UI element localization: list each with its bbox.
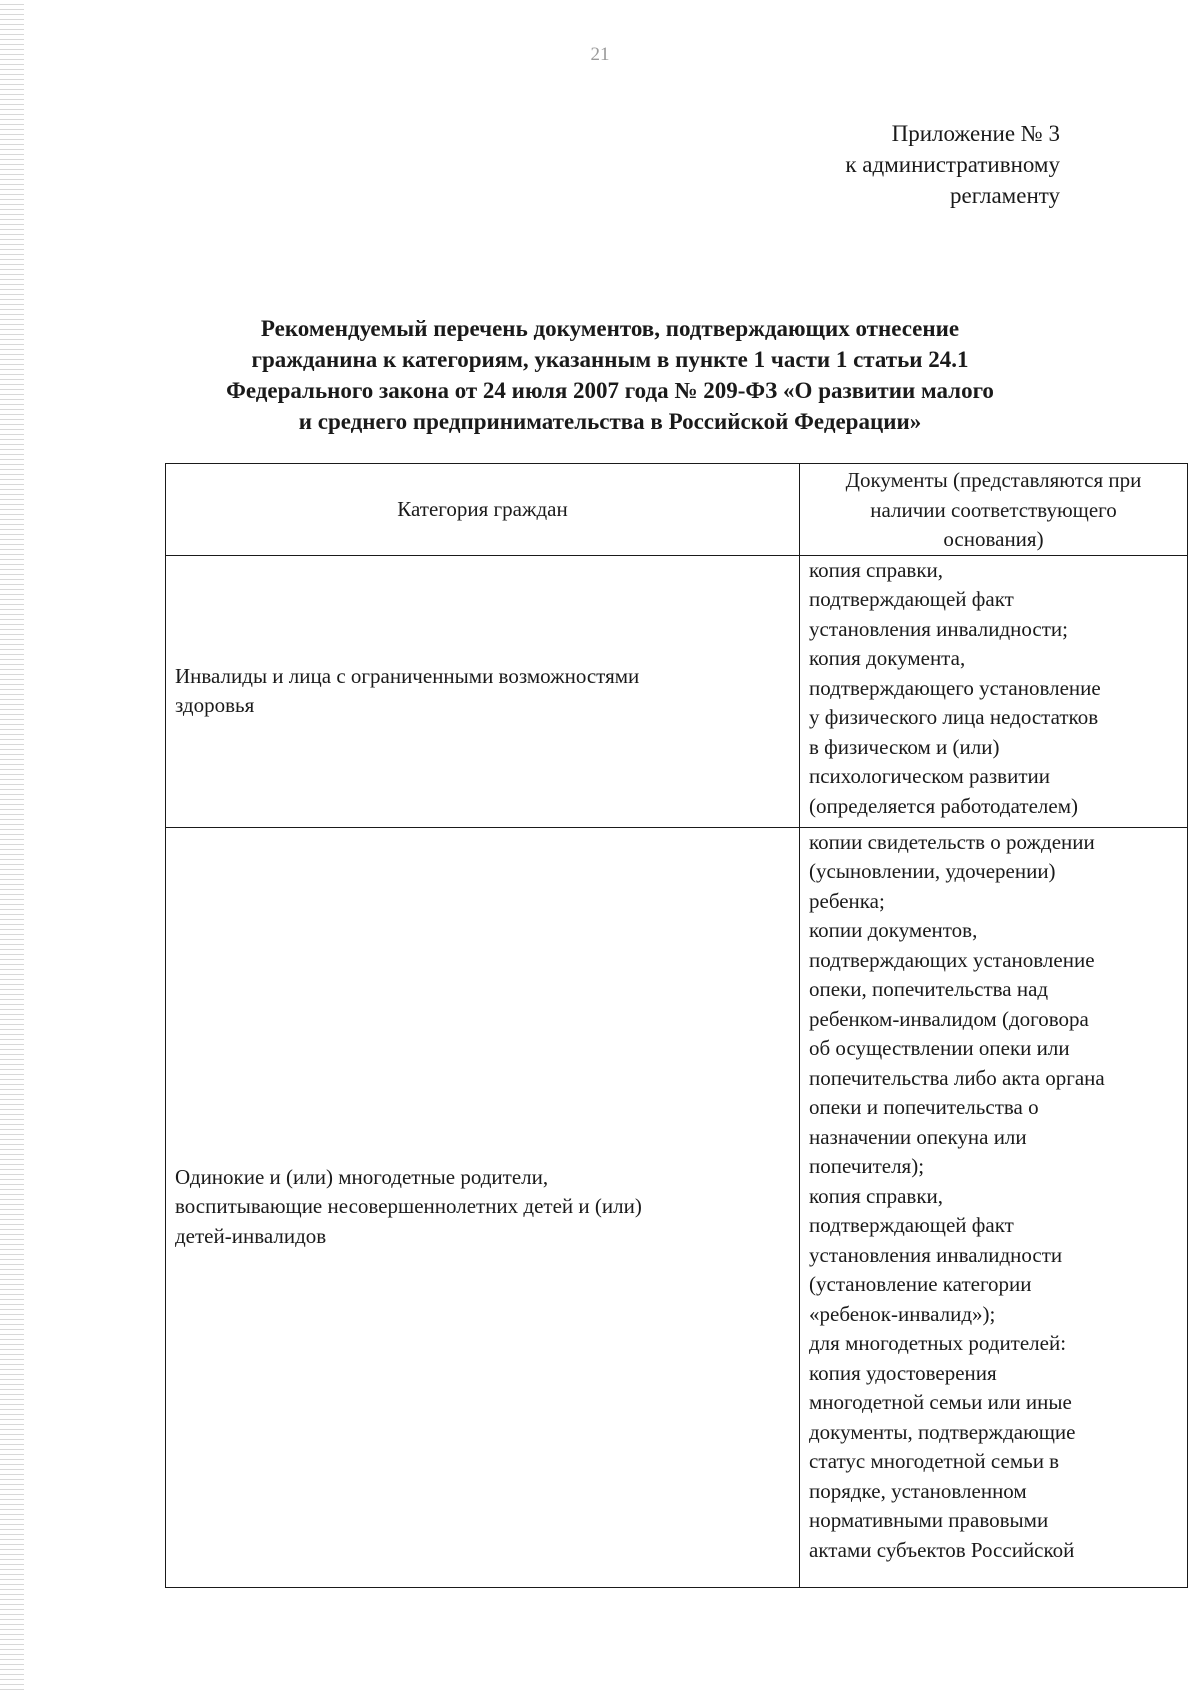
category-line: детей-инвалидов xyxy=(175,1223,327,1248)
documents-table xyxy=(165,463,1188,1588)
document-line: многодетной семьи или иные xyxy=(809,1390,1072,1414)
documents-cell xyxy=(800,827,1188,1587)
header-documents-line: основания) xyxy=(943,527,1044,551)
document-line: порядке, установленном xyxy=(809,1478,1027,1503)
document-line: (усыновлении, удочерении) xyxy=(809,859,1056,883)
table-header-row xyxy=(166,464,1188,556)
document-line: копия документа, xyxy=(809,646,966,670)
title-line: гражданина к категориям, указанным в пункте 1 части 1 статьи 24.1 xyxy=(251,347,969,372)
category-cell xyxy=(166,555,800,827)
title-line: Рекомендуемый перечень документов, подтверждающих отнесение xyxy=(260,316,960,341)
appendix-header xyxy=(845,118,1060,211)
document-title xyxy=(150,313,1070,437)
category-line: Инвалиды и лица с ограниченными возможностями xyxy=(175,663,640,688)
document-line: копия справки, xyxy=(809,1183,944,1208)
document-line: подтверждающей факт xyxy=(809,587,1014,611)
document-line: опеки и попечительства о xyxy=(809,1095,1039,1119)
document-line: (определяется работодателем) xyxy=(809,793,1078,818)
document-line: (установление категории xyxy=(809,1272,1032,1296)
document-line: об осуществлении опеки или xyxy=(809,1036,1070,1060)
document-line: копия справки, xyxy=(809,557,944,582)
documents-cell xyxy=(800,555,1188,827)
document-line: у физического лица недостатков xyxy=(809,705,1099,729)
document-line: установления инвалидности xyxy=(809,1242,1063,1267)
document-line: психологическом развитии xyxy=(809,764,1050,788)
document-line: подтверждающей факт xyxy=(809,1213,1014,1237)
document-line: подтверждающих установление xyxy=(809,947,1095,972)
document-line: для многодетных родителей: xyxy=(809,1331,1067,1355)
header-category-label: Категория граждан xyxy=(397,496,568,521)
title-line: Федерального закона от 24 июля 2007 года № 209-ФЗ «О развитии малого xyxy=(226,378,994,403)
document-line: установления инвалидности; xyxy=(809,616,1068,641)
title-line: и среднего предпринимательства в Российской Федерации» xyxy=(298,409,922,434)
appendix-line: регламенту xyxy=(950,183,1060,208)
category-line: воспитывающие несовершеннолетних детей и (или) xyxy=(175,1194,642,1219)
category-line: Одинокие и (или) многодетные родители, xyxy=(175,1164,549,1189)
page-number: 21 xyxy=(590,44,610,65)
category-cell xyxy=(166,827,800,1587)
scan-edge-artifact xyxy=(0,0,24,1693)
document-line: статус многодетной семьи в xyxy=(809,1449,1060,1473)
document-line: подтверждающего установление xyxy=(809,675,1101,700)
document-line: копия удостоверения xyxy=(809,1360,997,1385)
table-row xyxy=(166,827,1188,1587)
document-line: попечительства либо акта органа xyxy=(809,1065,1105,1090)
header-category xyxy=(166,464,800,556)
appendix-line: к административному xyxy=(845,152,1060,177)
document-line: ребенком-инвалидом (договора xyxy=(809,1006,1089,1031)
document-line: «ребенок-инвалид»); xyxy=(809,1301,996,1326)
document-line: копии документов, xyxy=(809,918,978,942)
document-line: нормативными правовыми xyxy=(809,1508,1049,1532)
document-line: попечителя); xyxy=(809,1154,925,1178)
appendix-line: Приложение № 3 xyxy=(891,121,1060,146)
document-line: копии свидетельств о рождении xyxy=(809,829,1095,854)
document-line: опеки, попечительства над xyxy=(809,977,1049,1001)
header-documents-line: наличии соответствующего xyxy=(870,497,1117,522)
document-line: документы, подтверждающие xyxy=(809,1419,1076,1444)
category-line: здоровья xyxy=(175,693,255,717)
document-line: в физическом и (или) xyxy=(809,734,1000,759)
header-documents xyxy=(800,464,1188,556)
header-documents-line: Документы (представляются при xyxy=(845,468,1142,492)
document-line: актами субъектов Российской xyxy=(809,1537,1075,1562)
table-row xyxy=(166,555,1188,827)
document-line: назначении опекуна или xyxy=(809,1124,1027,1149)
document-line: ребенка; xyxy=(809,888,885,913)
